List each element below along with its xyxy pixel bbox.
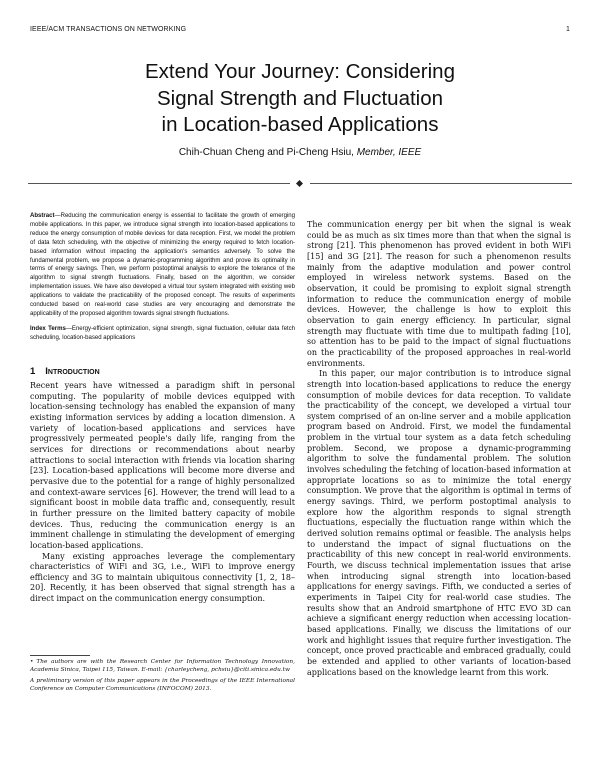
title-divider — [28, 183, 572, 184]
section-title: Introduction — [45, 366, 100, 377]
index-terms — [30, 325, 295, 343]
abstract-text: —Reducing the communication energy is essential to facilitate the growth of emerging mobile applications. In this paper, we introduce signal strength into location-based applications to reduce the energy consumption of mobile devices for data reception. First, we model the problem of data fetch scheduling, with the objective of minimizing the energy required to fetch location-based information without impacting the application's semantics adversely. To solve the fundamental problem, we propose a dynamic-programming algorithm and prove its optimality in terms of energy savings. Then, we perform postoptimal analysis to explore the tolerance of the algorithm to signal strength fluctuations. Finally, based on the algorithm, we consider implementation issues. We have also developed a virtual tour system integrated with existing web applications to validate the practicability of the proposed concept. The results of experiments conducted based on real-world case studies are very encouraging and demonstrate the applicability of the proposed algorithm towards signal strength fluctuations. — [30, 213, 295, 317]
section-number: 1 — [30, 366, 36, 377]
index-terms-text: —Energy-efficient optimization, signal strength, signal fluctuation, cellular data fetch scheduling, location-based applications — [30, 326, 295, 341]
abstract — [30, 212, 295, 319]
title-line-2: Signal Strength and Fluctuation — [156, 86, 444, 110]
left-column-body — [30, 381, 295, 605]
author-names: Chih-Chuan Cheng and Pi-Cheng Hsiu, — [178, 147, 357, 158]
page-number: 1 — [566, 26, 570, 33]
divider-line-right — [310, 183, 572, 184]
divider-line-left — [28, 183, 290, 184]
abstract-label: Abstract — [30, 213, 55, 219]
index-terms-label: Index Terms — [30, 326, 66, 332]
section-heading — [30, 366, 295, 377]
body-paragraph: The communication energy per bit when the signal is weak could be as much as six times more than that when the signal is strong [21]. This phenomenon has proved evident in both WiFi [15] and 3G [21]. The reason for such a phenomenon results mainly from the adaptive modulation and power control employed in wireless network systems. Based on the observation, it could be promising to exploit signal strength information to reduce the communication energy of mobile devices. However, the challenge is how to exploit this observation to gain energy efficiency. In particular, signal strength may fluctuate with time due to multipath fading [10], so attention has to be paid to the impact of signal fluctuations on the practicability of the proposed approaches in real-world environments. — [307, 220, 571, 368]
body-paragraph: Many existing approaches leverage the complementary characteristics of WiFi and 3G, i.e., WiFi to improve energy efficiency and 3G to maintain ubiquitous connectivity [1, 2, 18–20]. Recently, it has been observed that signal strength has a direct impact on the communication energy consumption. — [30, 551, 295, 604]
right-column-body — [307, 220, 571, 678]
footnotes — [30, 659, 295, 697]
journal-name: IEEE/ACM TRANSACTIONS ON NETWORKING — [30, 26, 187, 33]
title-line-3: in Location-based Applications — [161, 113, 439, 136]
footnote-affiliation-text: The authors are with the Research Center for Information Technology Innovation, Academia Sinica, Taipei 115, Taiwan. E-mail: {charleycheng, pchsiu}@citi.sinica.edu.tw — [30, 659, 295, 673]
footnote-preliminary: A preliminary version of this paper appears in the Proceedings of the IEEE International Conference on Computer Communications (INFOCOM) 2013. — [30, 678, 295, 692]
footnote-affiliation — [30, 659, 295, 674]
title-line-1: Extend Your Journey: Considering — [145, 60, 455, 83]
author-line — [60, 147, 540, 158]
running-head — [30, 26, 570, 38]
paper-title — [60, 59, 540, 139]
body-paragraph: In this paper, our major contribution is to introduce signal strength into location-based applications to reduce the energy consumption of mobile devices for data reception. To validate the practicability of the concept, we developed a virtual tour system comprised of an on-line server and a mobile application program based on Android. First, we model the fundamental problem in the virtual tour system as a data fetch scheduling problem. Second, we propose a dynamic-programming algorithm to solve the fundamental problem. The solution involves scheduling the fetching of location-based information at appropriate locations so as to minimize the total energy consumption. We prove that the algorithm is optimal in terms of energy savings. Third, we perform postoptimal analysis to explore how the algorithm responds to signal strength fluctuations, especially the fluctuation range within which the derived solution remains optimal or feasible. The analysis helps to understand the impact of signal fluctuations on the practicability of this new concept in real-world environments. Fourth, we discuss technical implementation issues that arise when introducing signal strength into location-based applications for energy savings. Fifth, we conducted a series of experiments in Taipei City for real-world case studies. The results show that an Android smartphone of HTC EVO 3D can achieve a significant energy reduction when accessing location-based applications. Finally, we discuss the limitations of our work and highlight issues that require further investigation. The concept, once proved practicable and embraced gradually, could be extended and applied to other variants of location-based applications based on the knowledge learnt from this work. — [307, 369, 571, 677]
body-paragraph: Recent years have witnessed a paradigm shift in personal computing. The popularity of mobile devices equipped with location-sensing technology has enabled the expansion of many existing information services by adding a location dimension. A variety of location-based applications and services have progressively permeated people's daily life, ranging from the services for directions or recommendations about nearby attractions to social interaction with friends via location sharing [23]. Location-based applications will become more diverse and pervasive due to the potential for a range of highly personalized and context-aware services [6]. However, the trend will lead to a significant boost in mobile data traffic and, consequently, result in further pressure on the limited battery capacity of mobile devices. Thus, reducing the communication energy is an imminent challenge in stimulating the development of emerging location-based applications. — [30, 381, 295, 550]
diamond-icon — [296, 180, 303, 187]
footnote-bullet: • — [30, 659, 34, 665]
footnote-rule — [30, 655, 90, 656]
author-membership: Member, IEEE — [356, 147, 422, 158]
